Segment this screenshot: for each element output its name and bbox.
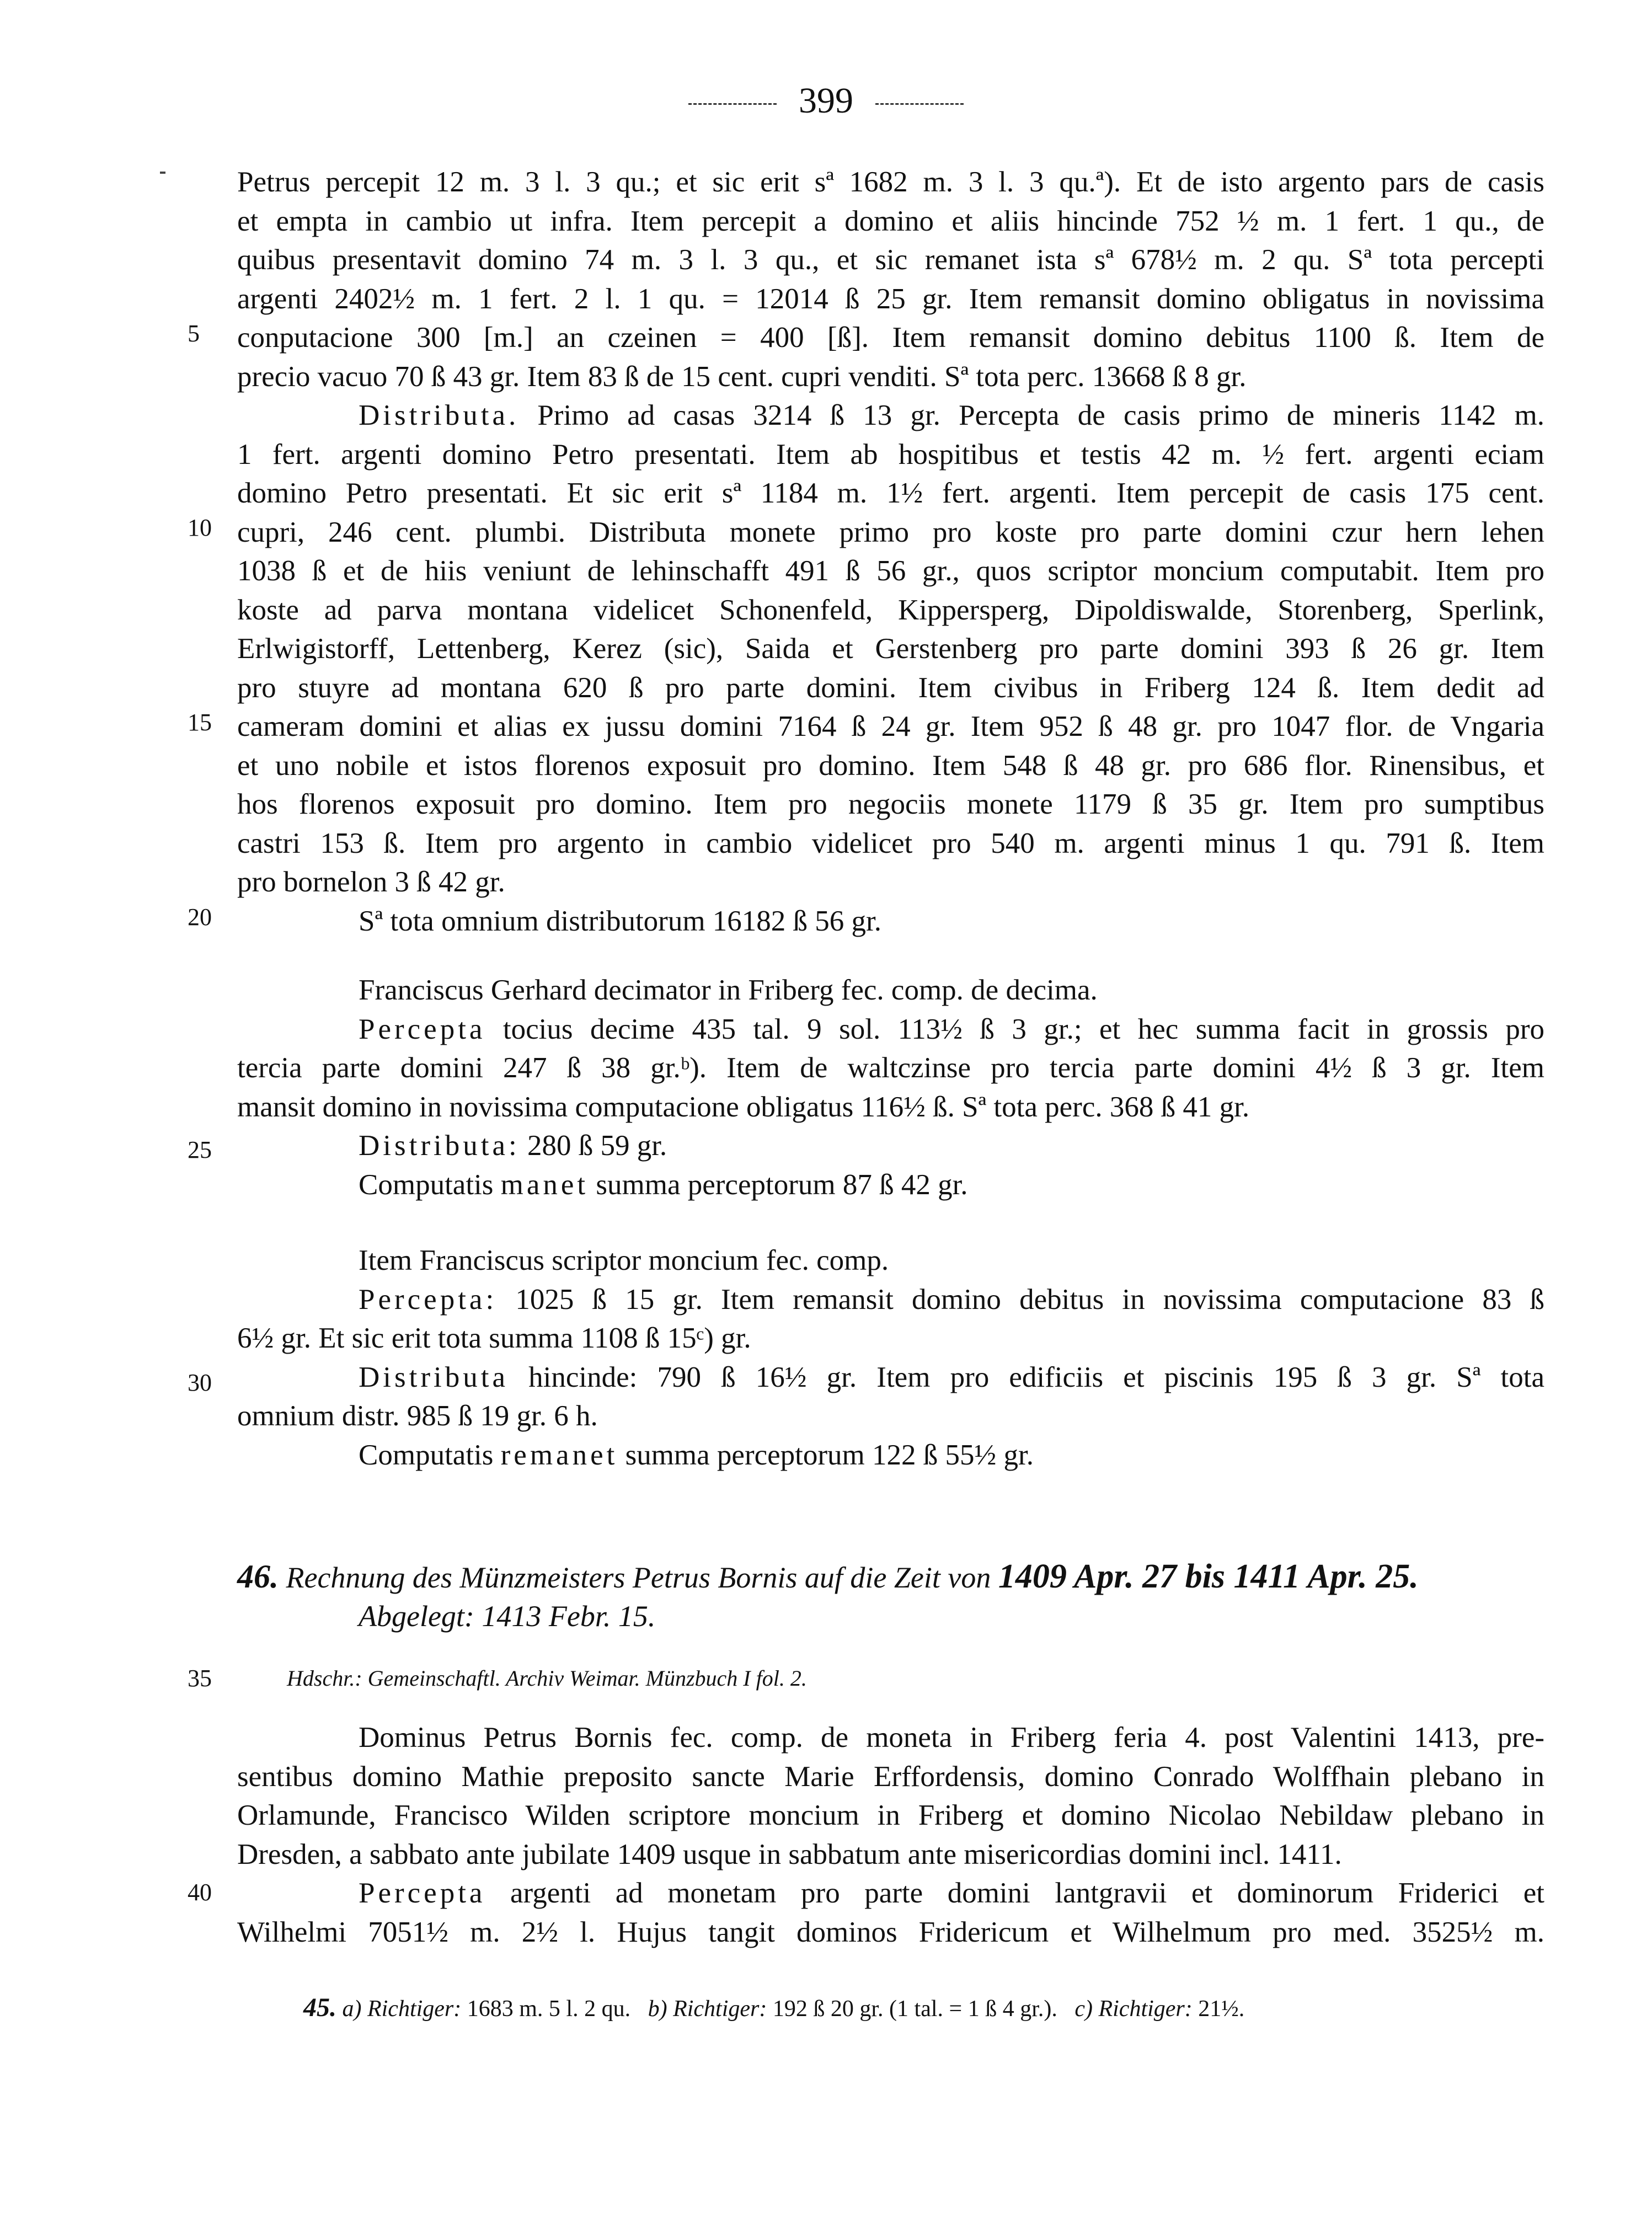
footnote-line: [303, 1989, 1244, 2028]
text-line: et uno nobile et istos florenos exposuit pro domino. Item 548 ß 48 gr. pro 686 flor. Rinensibus, et: [237, 749, 1544, 782]
text-line: [237, 1358, 1544, 1397]
text-line: Petrus percepit 12 m. 3 l. 3 qu.; et sic erit sª 1682 m. 3 l. 3 qu.ª). Et de isto argento pars de casis: [237, 166, 1544, 198]
section-label-percepta: Percepta: [359, 1877, 486, 1909]
text-line: hos florenos exposuit pro domino. Item pro negociis monete 1179 ß 35 gr. Item pro sumptibus: [237, 788, 1544, 820]
text-line: [237, 1436, 1544, 1475]
line-number-15: 15: [188, 709, 212, 736]
text-line: domino Petro presentati. Et sic erit sª 1184 m. 1½ fert. argenti. Item percepit de casis 175 cent.: [237, 477, 1544, 509]
section-label-distributa: Distributa:: [359, 1130, 520, 1162]
text-line: Wilhelmi 7051½ m. 2½ l. Hujus tangit dominos Fridericum et Wilhelmum pro med. 3525½ m.: [237, 1916, 1544, 1948]
section-label-distributa: Distributa: [359, 1361, 509, 1393]
section-label-distributa: Distributa.: [359, 399, 520, 431]
text-line-total: Sª tota omnium distributorum 16182 ß 56 gr.: [359, 905, 882, 937]
text-line: 1 fert. argenti domino Petro presentati. Item ab hospitibus et testis 42 m. ½ fert. argenti eciam: [237, 438, 1544, 471]
header-rule-right: [875, 103, 964, 105]
footnote-number: 45.: [303, 1993, 336, 2022]
text-line: et empta in cambio ut infra. Item percepit a domino et aliis hincinde 752 ½ m. 1 fert. 1 qu., de: [237, 205, 1544, 237]
text-line: argenti 2402½ m. 1 fert. 2 l. 1 qu. = 12014 ß 25 gr. Item remansit domino obligatus in novissima: [237, 282, 1544, 315]
text-line: [237, 1280, 1544, 1319]
text-line: sentibus domino Mathie preposito sancte Marie Erffordensis, domino Conrado Wolffhain plebano in: [237, 1760, 1544, 1793]
title-text: Rechnung des Münzmeisters Petrus Bornis auf die Zeit von: [279, 1561, 998, 1594]
text-line: omnium distr. 985 ß 19 gr. 6 h.: [237, 1400, 598, 1432]
text-line: pro bornelon 3 ß 42 gr.: [237, 866, 505, 898]
text-line: [237, 1874, 1544, 1913]
footnote-c-text: 21½.: [1192, 1996, 1245, 2022]
text-span: Computatis: [359, 1168, 501, 1201]
date-from: 1409 Apr. 27: [998, 1558, 1177, 1595]
text-line: cupri, 246 cent. plumbi. Distributa monete primo pro koste pro parte domini czur hern lehen: [237, 516, 1544, 548]
text-span: Computatis: [359, 1439, 501, 1471]
date-to: 1411 Apr. 25.: [1233, 1558, 1419, 1595]
manuscript-reference: Hdschr.: Gemeinschaftl. Archiv Weimar. Münzbuch I fol. 2.: [287, 1666, 807, 1691]
line-number-20: 20: [188, 904, 212, 931]
main-text-block: [237, 163, 1544, 940]
footnote-c-label: c) Richtiger:: [1074, 1996, 1193, 2022]
section-number: 46.: [237, 1558, 279, 1595]
text-span: summa perceptorum 87 ß 42 gr.: [589, 1168, 968, 1201]
text-line: Item Franciscus scriptor moncium fec. comp.: [359, 1244, 889, 1276]
footnote-a-text: 1683 m. 5 l. 2 qu.: [461, 1996, 631, 2022]
scriptor-block: [237, 1241, 1544, 1474]
line-number-10: 10: [188, 514, 212, 541]
text-line: precio vacuo 70 ß 43 gr. Item 83 ß de 15 cent. cupri venditi. Sª tota perc. 13668 ß 8 gr.: [237, 360, 1247, 393]
text-line: 1038 ß et de hiis veniunt de lehinschafft 491 ß 56 gr., quos scriptor moncium computabit. Item pro: [237, 555, 1544, 587]
text-line: castri 153 ß. Item pro argento in cambio videlicet pro 540 m. argenti minus 1 qu. 791 ß. Item: [237, 827, 1544, 859]
text-line: [237, 396, 1544, 435]
page-header: [0, 83, 1652, 119]
text-line: Franciscus Gerhard decimator in Friberg fec. comp. de decima.: [359, 974, 1098, 1006]
line-number-35: 35: [188, 1665, 212, 1692]
header-rule-left: [688, 103, 777, 105]
text-span: 280 ß 59 gr.: [520, 1130, 667, 1162]
text-span: summa perceptorum 122 ß 55½ gr.: [618, 1439, 1034, 1471]
text-line: Erlwigistorff, Lettenberg, Kerez (sic), Saida et Gerstenberg pro parte domini 393 ß 26 gr. Item: [237, 633, 1544, 665]
text-span: tocius decime 435 tal. 9 sol. 113½ ß 3 gr.; et hec summa facit in grossis pro: [485, 1013, 1544, 1045]
text-line: Dresden, a sabbato ante jubilate 1409 usque in sabbatum ante misericordias domini incl. 1411.: [237, 1838, 1342, 1870]
footnote-a-label: a) Richtiger:: [342, 1996, 462, 2022]
page-number: 399: [799, 81, 853, 121]
footnote-b-label: b) Richtiger:: [648, 1996, 767, 2022]
section-label-percepta: Percepta:: [359, 1283, 498, 1316]
title-bis: bis: [1177, 1558, 1234, 1595]
text-line: [237, 1166, 1544, 1205]
text-span: Primo ad casas 3214 ß 13 gr. Percepta de casis primo de mineris 1142 m.: [519, 399, 1544, 431]
margin-mark: [160, 172, 165, 174]
text-span: argenti ad monetam pro parte domini lantgravii et dominorum Friderici et: [485, 1877, 1544, 1909]
text-line: cameram domini et alias ex jussu domini 7164 ß 24 gr. Item 952 ß 48 gr. pro 1047 flor. de Vngaria: [237, 710, 1544, 742]
text-line: quibus presentavit domino 74 m. 3 l. 3 qu., et sic remanet ista sª 678½ m. 2 qu. Sª tota percepti: [237, 244, 1544, 276]
text-line: [237, 1010, 1544, 1049]
title-line: [237, 1557, 1544, 1596]
line-number-30: 30: [188, 1369, 212, 1396]
text-span: hincinde: 790 ß 16½ gr. Item pro edificiis et piscinis 195 ß 3 gr. Sª tota: [508, 1361, 1544, 1393]
text-line: koste ad parva montana videlicet Schonenfeld, Kippersperg, Dipoldiswalde, Storenberg, Sperlink,: [237, 594, 1544, 626]
franciscus-block: [237, 971, 1544, 1204]
text-line: [237, 1126, 1544, 1166]
section-46-title: [237, 1557, 1544, 1636]
line-number-25: 25: [188, 1136, 212, 1163]
title-line-abgelegt: Abgelegt: 1413 Febr. 15.: [359, 1600, 656, 1633]
text-line: Dominus Petrus Bornis fec. comp. de moneta in Friberg feria 4. post Valentini 1413, pre-: [359, 1722, 1544, 1754]
section-46-body: [237, 1718, 1544, 1952]
text-line: pro stuyre ad montana 620 ß pro parte domini. Item civibus in Friberg 124 ß. Item dedit ad: [237, 671, 1544, 704]
footnote-b-text: 192 ß 20 gr. (1 tal. = 1 ß 4 gr.).: [767, 1996, 1057, 2022]
text-line: tercia parte domini 247 ß 38 gr.ᵇ). Item de waltczinse pro tercia parte domini 4½ ß 3 gr. Item: [237, 1052, 1544, 1084]
text-line: conputacione 300 [m.] an czeinen = 400 [ß]. Item remansit domino debitus 1100 ß. Item de: [237, 322, 1544, 354]
section-label-percepta: Percepta: [359, 1013, 486, 1045]
text-line: Orlamunde, Francisco Wilden scriptore moncium in Friberg et domino Nicolao Nebildaw plebano in: [237, 1799, 1544, 1831]
text-line: mansit domino in novissima computacione obligatus 116½ ß. Sª tota perc. 368 ß 41 gr.: [237, 1091, 1250, 1123]
text-span: 1025 ß 15 gr. Item remansit domino debitus in novissima computacione 83 ß: [497, 1283, 1544, 1316]
text-line: 6½ gr. Et sic erit tota summa 1108 ß 15ᶜ) gr.: [237, 1322, 751, 1354]
section-label-manet: manet: [500, 1168, 589, 1201]
line-number-40: 40: [188, 1879, 212, 1906]
line-number-5: 5: [188, 320, 200, 347]
section-label-remanet: remanet: [500, 1439, 618, 1471]
